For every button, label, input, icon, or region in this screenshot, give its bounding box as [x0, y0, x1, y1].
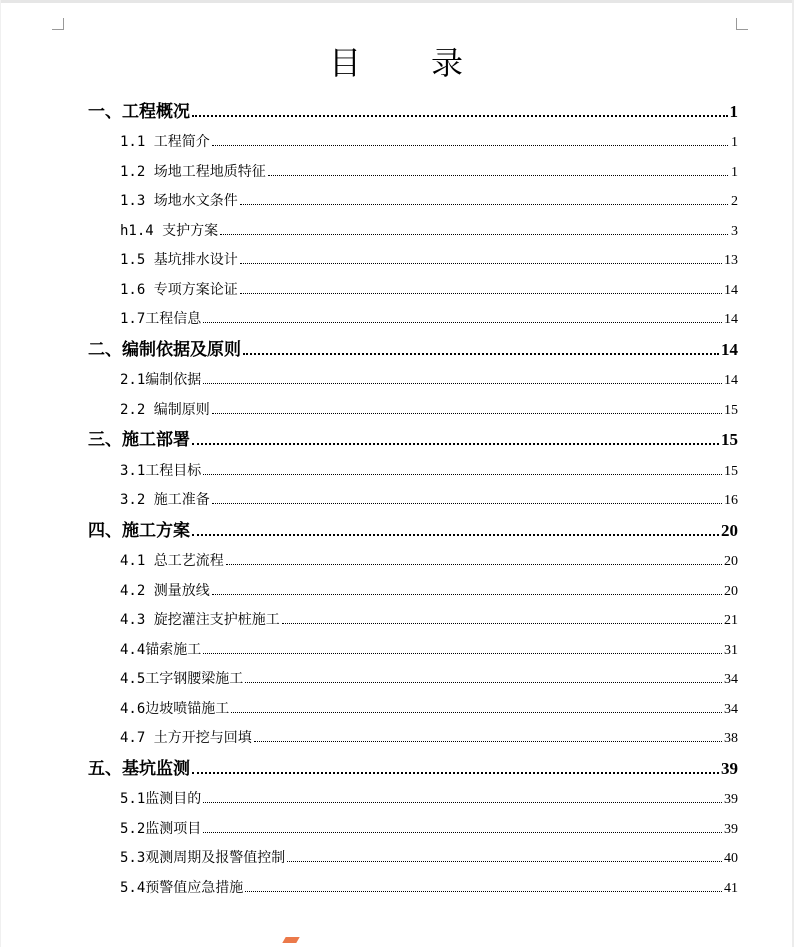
toc-dot-leader — [287, 860, 722, 862]
toc-dot-leader — [245, 681, 722, 683]
toc-section-entry[interactable] — [88, 389, 738, 419]
toc-dot-leader — [282, 622, 722, 624]
toc-entry-label: 一、工程概况 — [88, 101, 190, 122]
toc-section-entry[interactable] — [88, 688, 738, 718]
toc-section-entry[interactable] — [88, 600, 738, 630]
toc-entry-label: 2.2 编制原则 — [120, 401, 210, 418]
toc-entry-page-number: 14 — [724, 312, 738, 327]
toc-section-entry[interactable] — [88, 181, 738, 211]
toc-entry-page-number: 40 — [724, 851, 738, 866]
toc-chapter-entry[interactable] — [88, 328, 738, 360]
toc-section-entry[interactable] — [88, 659, 738, 689]
toc-entry-label: 四、施工方案 — [88, 520, 190, 541]
toc-entry-page-number: 13 — [724, 253, 738, 268]
toc-entry-label: 1.6 专项方案论证 — [120, 281, 238, 298]
toc-section-entry[interactable] — [88, 867, 738, 897]
toc-section-entry[interactable] — [88, 570, 738, 600]
toc-entry-page-number: 20 — [724, 554, 738, 569]
toc-dot-leader — [268, 174, 728, 176]
toc-entry-page-number: 34 — [724, 672, 738, 687]
toc-dot-leader — [192, 771, 719, 774]
toc-entry-page-number: 1 — [731, 135, 738, 150]
page-left-border — [0, 0, 1, 947]
toc-dot-leader — [212, 593, 722, 595]
toc-entry-label: 1.7工程信息 — [120, 311, 202, 327]
cursor-mark — [282, 937, 299, 943]
toc-section-entry[interactable] — [88, 541, 738, 571]
toc-entry-label: 5.2监测项目 — [120, 820, 202, 837]
toc-dot-leader — [192, 533, 719, 536]
toc-entry-label: h1.4 支护方案 — [120, 222, 219, 239]
toc-dot-leader — [203, 831, 722, 833]
toc-entry-page-number: 14 — [724, 373, 738, 388]
title-char-2: 录 — [431, 44, 466, 82]
toc-entry-label: 1.1 工程简介 — [120, 134, 210, 150]
toc-chapter-entry[interactable] — [88, 509, 738, 541]
toc-dot-leader — [245, 890, 722, 892]
toc-section-entry[interactable] — [88, 299, 738, 329]
toc-dot-leader — [212, 502, 722, 504]
page-title — [0, 38, 794, 88]
toc-entry-page-number: 41 — [724, 880, 738, 896]
toc-dot-leader — [203, 652, 722, 654]
toc-section-entry[interactable] — [88, 480, 738, 510]
toc-entry-label: 三、施工部署 — [88, 430, 190, 450]
toc-dot-leader — [243, 352, 719, 355]
toc-entry-label: 1.5 基坑排水设计 — [120, 252, 238, 268]
toc-dot-leader — [203, 321, 722, 323]
toc-entry-label: 4.6边坡喷锚施工 — [120, 700, 230, 717]
toc-dot-leader — [220, 233, 728, 235]
toc-dot-leader — [240, 203, 728, 205]
toc-entry-label: 4.4锚索施工 — [120, 641, 202, 658]
toc-entry-page-number: 14 — [724, 282, 738, 298]
toc-section-entry[interactable] — [88, 151, 738, 181]
toc-entry-page-number: 20 — [721, 520, 738, 540]
toc-section-entry[interactable] — [88, 210, 738, 240]
toc-dot-leader — [203, 473, 722, 475]
toc-chapter-entry[interactable] — [88, 419, 738, 451]
toc-entry-page-number: 39 — [721, 758, 738, 778]
toc-dot-leader — [226, 563, 722, 565]
toc-entry-label: 1.2 场地工程地质特征 — [120, 163, 266, 180]
toc-dot-leader — [231, 711, 722, 713]
toc-entry-page-number: 15 — [721, 430, 738, 449]
toc-entry-page-number: 20 — [724, 583, 738, 599]
toc-entry-label: 二、编制依据及原则 — [88, 339, 241, 360]
toc-section-entry[interactable] — [88, 718, 738, 748]
toc-entry-label: 5.4预警值应急措施 — [120, 879, 244, 896]
toc-entry-label: 2.1编制依据 — [120, 372, 202, 388]
toc-entry-page-number: 14 — [721, 339, 738, 359]
toc-entry-page-number: 38 — [724, 731, 738, 746]
toc-entry-page-number: 16 — [724, 493, 738, 508]
toc-entry-page-number: 15 — [724, 463, 738, 479]
toc-dot-leader — [192, 442, 719, 445]
toc-section-entry[interactable] — [88, 360, 738, 390]
toc-entry-label: 4.3 旋挖灌注支护桩施工 — [120, 612, 280, 628]
page-top-border — [0, 0, 794, 3]
toc-dot-leader — [203, 382, 722, 384]
table-of-contents — [88, 90, 738, 897]
toc-entry-label: 4.2 测量放线 — [120, 582, 210, 599]
toc-section-entry[interactable] — [88, 838, 738, 868]
toc-entry-page-number: 34 — [724, 701, 738, 717]
toc-entry-page-number: 1 — [729, 101, 738, 121]
margin-corner-mark-left — [52, 18, 64, 30]
toc-dot-leader — [254, 740, 722, 742]
toc-dot-leader — [212, 144, 728, 146]
toc-entry-label: 5.3观测周期及报警值控制 — [120, 850, 286, 866]
toc-entry-label: 1.3 场地水文条件 — [120, 193, 238, 209]
toc-entry-page-number: 31 — [724, 642, 738, 658]
toc-section-entry[interactable] — [88, 779, 738, 809]
toc-dot-leader — [203, 801, 722, 803]
toc-entry-label: 3.1工程目标 — [120, 462, 202, 479]
toc-dot-leader — [192, 114, 728, 117]
toc-entry-page-number: 15 — [724, 402, 738, 418]
toc-entry-page-number: 39 — [724, 821, 738, 837]
toc-entry-label: 4.5工字钢腰梁施工 — [120, 671, 244, 687]
toc-chapter-entry[interactable] — [88, 90, 738, 122]
toc-section-entry[interactable] — [88, 122, 738, 152]
toc-entry-label: 3.2 施工准备 — [120, 492, 210, 508]
toc-dot-leader — [240, 262, 722, 264]
margin-corner-mark-right — [736, 18, 748, 30]
toc-dot-leader — [240, 292, 722, 294]
toc-chapter-entry[interactable] — [88, 747, 738, 779]
toc-entry-page-number: 39 — [724, 792, 738, 807]
toc-entry-label: 4.1 总工艺流程 — [120, 553, 224, 569]
toc-section-entry[interactable] — [88, 808, 738, 838]
toc-entry-label: 4.7 土方开挖与回填 — [120, 730, 252, 746]
toc-entry-page-number: 3 — [731, 223, 738, 239]
toc-entry-page-number: 1 — [731, 164, 738, 180]
title-char-1: 目 — [328, 44, 363, 82]
toc-entry-label: 5.1监测目的 — [120, 791, 202, 807]
toc-entry-page-number: 2 — [731, 194, 738, 209]
toc-section-entry[interactable] — [88, 629, 738, 659]
toc-entry-page-number: 21 — [724, 613, 738, 628]
toc-entry-label: 五、基坑监测 — [88, 758, 190, 779]
toc-section-entry[interactable] — [88, 269, 738, 299]
toc-section-entry[interactable] — [88, 450, 738, 480]
toc-dot-leader — [212, 412, 722, 414]
toc-section-entry[interactable] — [88, 240, 738, 270]
